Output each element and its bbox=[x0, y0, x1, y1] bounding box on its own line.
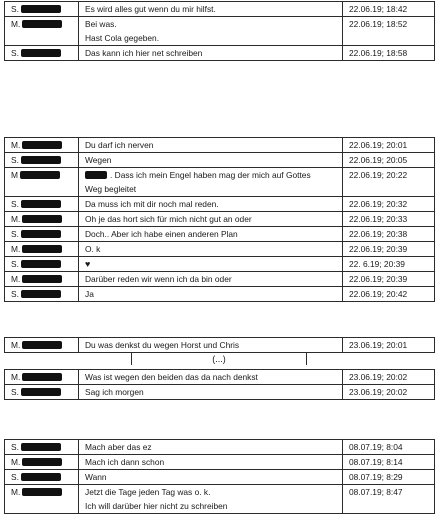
sender-name: M bbox=[11, 170, 18, 180]
sender-name: S. bbox=[11, 442, 19, 452]
table-row bbox=[5, 440, 435, 455]
message-text: Hast Cola gegeben. bbox=[85, 33, 160, 43]
message-text: Sag ich morgen bbox=[85, 387, 144, 397]
timestamp-cell bbox=[343, 46, 435, 61]
timestamp-cell bbox=[343, 470, 435, 485]
timestamp: 22. 6.19; 20:39 bbox=[349, 259, 405, 269]
table-row bbox=[5, 212, 435, 227]
message-text-part: . Dass ich mein Engel haben mag der mich auf Gottes bbox=[110, 170, 311, 180]
timestamp: 08.07.19; 8:29 bbox=[349, 472, 403, 482]
sender-cell bbox=[5, 385, 79, 400]
table-row bbox=[5, 168, 435, 197]
timestamp-cell bbox=[343, 197, 435, 212]
sender-cell bbox=[5, 138, 79, 153]
sender-name: M. bbox=[11, 19, 21, 29]
message-text: Darüber reden wir wenn ich da bin oder bbox=[85, 274, 232, 284]
message-text: Was ist wegen den beiden das da nach denkst bbox=[85, 372, 258, 382]
timestamp: 22.06.19; 20:39 bbox=[349, 274, 408, 284]
redaction-bar bbox=[22, 275, 62, 283]
timestamp: 22.06.19; 20:01 bbox=[349, 140, 408, 150]
sender-name: M. bbox=[11, 340, 21, 350]
timestamp: 22.06.19; 18:42 bbox=[349, 4, 408, 14]
sender-cell bbox=[5, 485, 79, 514]
timestamp: 08.07.19; 8:47 bbox=[349, 487, 403, 497]
timestamp: 08.07.19; 8:04 bbox=[349, 442, 403, 452]
table-row bbox=[5, 470, 435, 485]
timestamp: 22.06.19; 20:32 bbox=[349, 199, 408, 209]
sender-cell bbox=[5, 242, 79, 257]
sender-cell bbox=[5, 2, 79, 17]
table-row bbox=[5, 138, 435, 153]
sender-name: M. bbox=[11, 140, 21, 150]
sender-name: M. bbox=[11, 487, 21, 497]
timestamp: 23.06.19; 20:02 bbox=[349, 387, 408, 397]
message-text: Jetzt die Tage jeden Tag was o. k. bbox=[85, 487, 211, 497]
timestamp-cell bbox=[343, 272, 435, 287]
message-cell bbox=[79, 370, 343, 385]
timestamp-cell bbox=[343, 168, 435, 197]
timestamp: 22.06.19; 20:42 bbox=[349, 289, 408, 299]
message-cell bbox=[79, 212, 343, 227]
redaction-bar bbox=[21, 5, 61, 13]
chat-table bbox=[4, 369, 435, 400]
message-text: Wegen bbox=[85, 155, 112, 165]
timestamp-cell bbox=[343, 485, 435, 514]
timestamp: 22.06.19; 20:39 bbox=[349, 244, 408, 254]
chat-table bbox=[4, 1, 435, 61]
redaction-bar bbox=[22, 373, 62, 381]
sender-name: S. bbox=[11, 4, 19, 14]
sender-name: S. bbox=[11, 48, 19, 58]
message-cell bbox=[79, 138, 343, 153]
message-cell bbox=[79, 153, 343, 168]
message-text: Du darf ich nerven bbox=[85, 140, 154, 150]
timestamp: 22.06.19; 20:38 bbox=[349, 229, 408, 239]
message-text: Doch.. Aber ich habe einen anderen Plan bbox=[85, 229, 238, 239]
redaction-bar bbox=[22, 245, 62, 253]
message-cell bbox=[79, 272, 343, 287]
chat-block-3 bbox=[4, 337, 434, 353]
timestamp: 22.06.19; 18:52 bbox=[349, 19, 408, 29]
sender-name: M. bbox=[11, 244, 21, 254]
table-row bbox=[5, 153, 435, 168]
chat-table bbox=[4, 337, 435, 353]
sender-name: S. bbox=[11, 199, 19, 209]
sender-name: S. bbox=[11, 289, 19, 299]
message-cell bbox=[79, 440, 343, 455]
redaction-bar bbox=[21, 473, 61, 481]
message-cell bbox=[79, 385, 343, 400]
redaction-bar bbox=[21, 443, 61, 451]
message-cell bbox=[79, 485, 343, 514]
message-text: Ich will darüber hier nicht zu schreiben bbox=[85, 501, 228, 511]
message-text: Mach aber das ez bbox=[85, 442, 152, 452]
timestamp-cell bbox=[343, 338, 435, 353]
table-row bbox=[5, 257, 435, 272]
table-row bbox=[5, 287, 435, 302]
message-text: Oh je das hort sich für mich nicht gut an oder bbox=[85, 214, 252, 224]
sender-cell bbox=[5, 197, 79, 212]
redaction-bar bbox=[22, 141, 62, 149]
table-row bbox=[5, 338, 435, 353]
timestamp: 08.07.19; 8:14 bbox=[349, 457, 403, 467]
timestamp-cell bbox=[343, 440, 435, 455]
message-text: Es wird alles gut wenn du mir hilfst. bbox=[85, 4, 216, 14]
timestamp: 22.06.19; 20:22 bbox=[349, 170, 408, 180]
redaction-bar bbox=[21, 290, 61, 298]
table-row bbox=[5, 370, 435, 385]
sender-cell bbox=[5, 17, 79, 46]
message-text bbox=[85, 169, 337, 181]
timestamp-cell bbox=[343, 257, 435, 272]
timestamp: 22.06.19; 18:58 bbox=[349, 48, 408, 58]
sender-cell bbox=[5, 287, 79, 302]
sender-name: S. bbox=[11, 387, 19, 397]
timestamp: 23.06.19; 20:02 bbox=[349, 372, 408, 382]
timestamp-cell bbox=[343, 17, 435, 46]
message-cell bbox=[79, 227, 343, 242]
message-text: O. k bbox=[85, 244, 101, 254]
redaction-bar bbox=[21, 156, 61, 164]
message-text: Bei was. bbox=[85, 19, 117, 29]
sender-cell bbox=[5, 168, 79, 197]
heart-icon: ♥ bbox=[85, 259, 91, 269]
redaction-bar bbox=[21, 200, 61, 208]
sender-cell bbox=[5, 370, 79, 385]
message-text: Weg begleitet bbox=[85, 184, 137, 194]
sender-cell bbox=[5, 227, 79, 242]
table-row bbox=[5, 46, 435, 61]
timestamp-cell bbox=[343, 455, 435, 470]
message-cell bbox=[79, 168, 343, 197]
message-cell bbox=[79, 455, 343, 470]
sender-name: M. bbox=[11, 214, 21, 224]
redaction-bar bbox=[85, 171, 107, 179]
timestamp-cell bbox=[343, 2, 435, 17]
chat-block-4 bbox=[4, 369, 434, 400]
sender-cell bbox=[5, 153, 79, 168]
sender-cell bbox=[5, 257, 79, 272]
sender-cell bbox=[5, 440, 79, 455]
message-cell bbox=[79, 257, 343, 272]
timestamp-cell bbox=[343, 212, 435, 227]
redaction-bar bbox=[21, 49, 61, 57]
timestamp-cell bbox=[343, 370, 435, 385]
message-cell bbox=[79, 470, 343, 485]
message-cell bbox=[79, 338, 343, 353]
message-text: Mach ich dann schon bbox=[85, 457, 165, 467]
redaction-bar bbox=[22, 20, 62, 28]
message-text: Da muss ich mit dir noch mal reden. bbox=[85, 199, 219, 209]
sender-name: S. bbox=[11, 259, 19, 269]
sender-cell bbox=[5, 455, 79, 470]
timestamp: 22.06.19; 20:33 bbox=[349, 214, 408, 224]
message-cell bbox=[79, 287, 343, 302]
timestamp-cell bbox=[343, 287, 435, 302]
sender-cell bbox=[5, 470, 79, 485]
table-row bbox=[5, 2, 435, 17]
message-cell bbox=[79, 17, 343, 46]
redaction-bar bbox=[22, 488, 62, 496]
table-row bbox=[5, 455, 435, 470]
redaction-bar bbox=[21, 260, 61, 268]
timestamp-cell bbox=[343, 385, 435, 400]
omission-marker bbox=[4, 353, 434, 365]
sender-name: S. bbox=[11, 472, 19, 482]
timestamp-cell bbox=[343, 153, 435, 168]
table-row bbox=[5, 272, 435, 287]
sender-name: S. bbox=[11, 229, 19, 239]
sender-name: M. bbox=[11, 372, 21, 382]
redaction-bar bbox=[22, 458, 62, 466]
table-row bbox=[5, 242, 435, 257]
sender-name: M. bbox=[11, 457, 21, 467]
redaction-bar bbox=[22, 215, 62, 223]
redaction-bar bbox=[21, 388, 61, 396]
table-row bbox=[5, 485, 435, 514]
message-text: Ja bbox=[85, 289, 94, 299]
message-text: Du was denkst du wegen Horst und Chris bbox=[85, 340, 240, 350]
sender-name: S. bbox=[11, 155, 19, 165]
sender-cell bbox=[5, 272, 79, 287]
timestamp: 23.06.19; 20:01 bbox=[349, 340, 408, 350]
chat-block-2 bbox=[4, 137, 434, 302]
chat-block-1 bbox=[4, 1, 434, 61]
timestamp-cell bbox=[343, 227, 435, 242]
chat-block-5 bbox=[4, 439, 434, 514]
sender-cell bbox=[5, 212, 79, 227]
message-cell bbox=[79, 46, 343, 61]
table-row bbox=[5, 385, 435, 400]
table-row bbox=[5, 197, 435, 212]
timestamp-cell bbox=[343, 242, 435, 257]
sender-cell bbox=[5, 338, 79, 353]
timestamp: 22.06.19; 20:05 bbox=[349, 155, 408, 165]
sender-cell bbox=[5, 46, 79, 61]
message-cell bbox=[79, 2, 343, 17]
redaction-bar bbox=[20, 171, 60, 179]
chat-table bbox=[4, 137, 435, 302]
message-text bbox=[85, 258, 337, 270]
message-cell bbox=[79, 197, 343, 212]
omission-text: (...) bbox=[131, 353, 307, 365]
redaction-bar bbox=[22, 341, 62, 349]
message-cell bbox=[79, 242, 343, 257]
message-text: Das kann ich hier net schreiben bbox=[85, 48, 203, 58]
table-row bbox=[5, 227, 435, 242]
table-row bbox=[5, 17, 435, 46]
redaction-bar bbox=[21, 230, 61, 238]
message-text: Wann bbox=[85, 472, 107, 482]
sender-name: M. bbox=[11, 274, 21, 284]
timestamp-cell bbox=[343, 138, 435, 153]
chat-table bbox=[4, 439, 435, 514]
